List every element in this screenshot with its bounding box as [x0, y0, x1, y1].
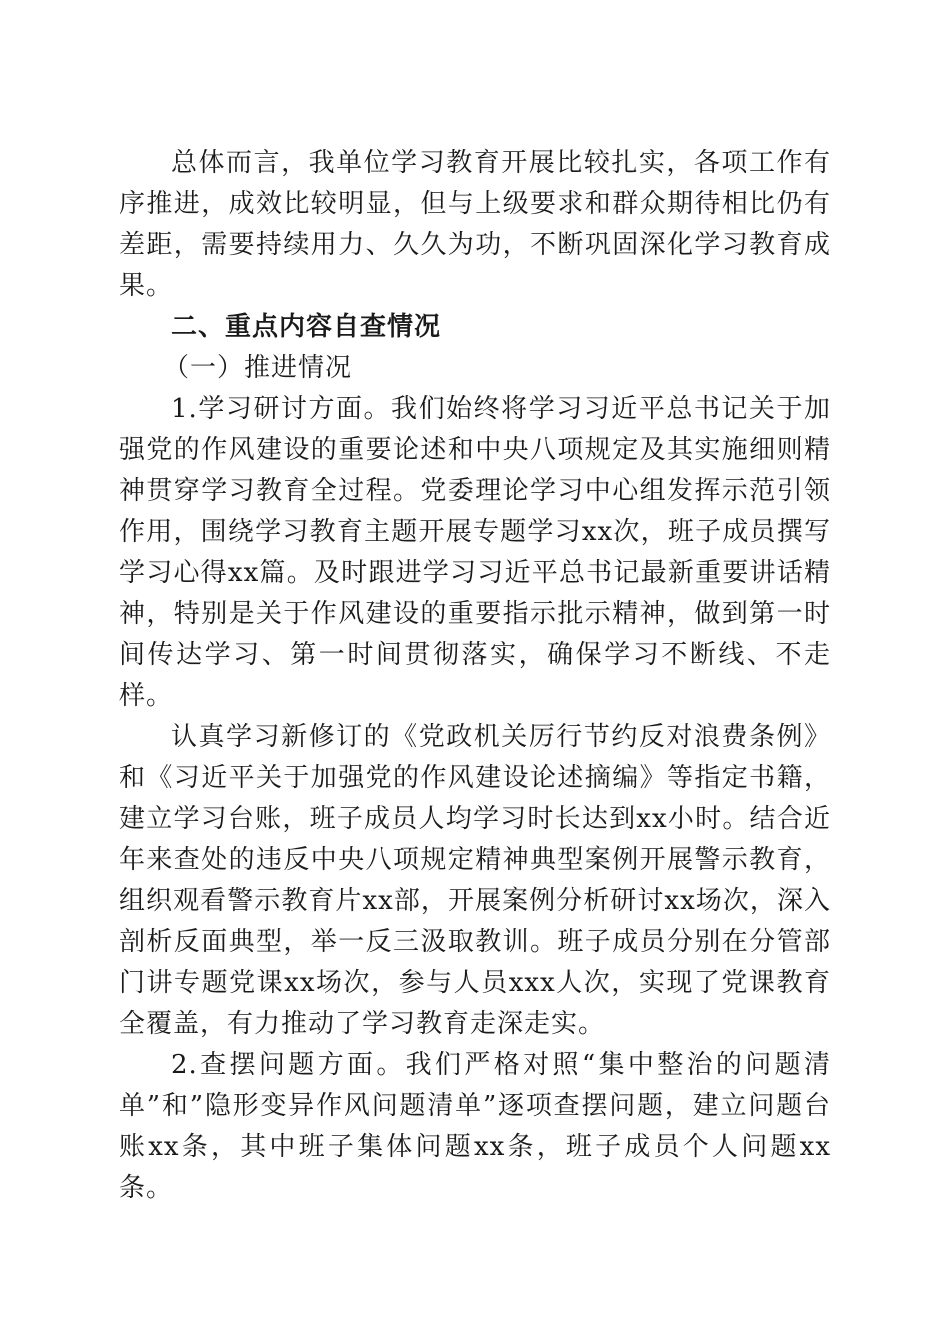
books-paragraph: 认真学习新修订的《党政机关厉行节约反对浪费条例》和《习近平关于加强党的作风建设论述摘编》等指定书籍，建立学习台账，班子成员人均学习时长达到xx小时。结合近年来查处的违反中央八项规定精神典型案例开展警示教育，组织观看警示教育片xx部，开展案例分析研讨xx场次，深入剖析反面典型，举一反三汲取教训。班子成员分别在分管部门讲专题党课xx场次，参与人员xxx人次，实现了党课教育全覆盖，有力推动了学习教育走深走实。: [119, 722, 831, 1039]
subsection-heading: （一）推进情况: [163, 353, 353, 383]
document-body: [119, 143, 831, 1209]
summary-paragraph: 总体而言，我单位学习教育开展比较扎实，各项工作有序推进，成效比较明显，但与上级要求和群众期待相比仍有差距，需要持续用力、久久为功，不断巩固深化学习教育成果。: [119, 148, 831, 301]
study-paragraph: 1.学习研讨方面。我们始终将学习习近平总书记关于加强党的作风建设的重要论述和中央八项规定及其实施细则精神贯穿学习教育全过程。党委理论学习中心组发挥示范引领作用，围绕学习教育主题开展专题学习xx次，班子成员撰写学习心得xx篇。及时跟进学习习近平总书记最新重要讲话精神，特别是关于作风建设的重要指示批示精神，做到第一时间传达学习、第一时间贯彻落实，确保学习不断线、不走样。: [119, 394, 831, 711]
section-heading: 二、重点内容自查情况: [171, 312, 442, 342]
problems-paragraph: 2.查摆问题方面。我们严格对照“集中整治的问题清单”和”隐形变异作风问题清单”逐项查摆问题，建立问题台账xx条，其中班子集体问题xx条，班子成员个人问题xx条。: [119, 1050, 831, 1203]
